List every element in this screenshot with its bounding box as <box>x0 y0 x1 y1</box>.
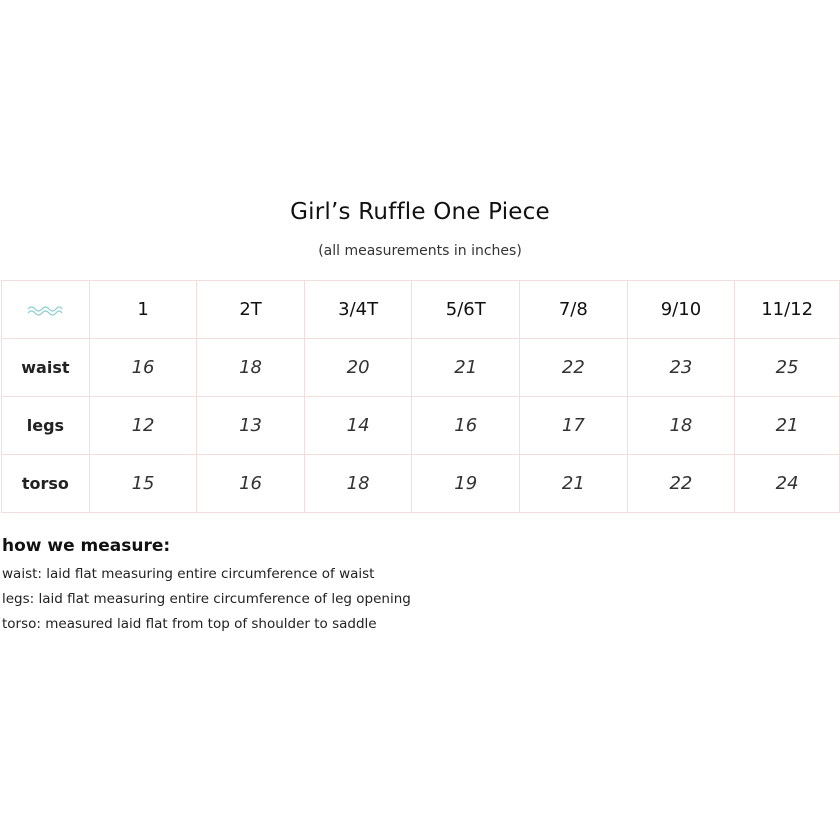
size-header: 9/10 <box>627 281 735 339</box>
size-header: 5/6T <box>412 281 520 339</box>
table-cell: 18 <box>304 455 412 513</box>
table-cell: 24 <box>735 455 840 513</box>
table-cell: 20 <box>304 339 412 397</box>
table-cell: 19 <box>412 455 520 513</box>
table-cell: 22 <box>627 455 735 513</box>
size-chart-table <box>1 280 840 513</box>
page-title: Girl’s Ruffle One Piece <box>290 199 550 225</box>
how-we-measure-section <box>2 536 802 637</box>
table-cell: 16 <box>197 455 305 513</box>
table-row-legs <box>2 397 840 455</box>
table-cell: 23 <box>627 339 735 397</box>
table-cell: 18 <box>627 397 735 455</box>
size-header-row <box>2 281 840 339</box>
how-we-measure-heading: how we measure: <box>2 536 171 556</box>
table-cell: 15 <box>89 455 197 513</box>
size-header: 2T <box>197 281 305 339</box>
table-cell: 12 <box>89 397 197 455</box>
size-header: 1 <box>89 281 197 339</box>
measure-note-waist: waist: laid flat measuring entire circumference of waist <box>2 566 375 582</box>
table-cell: 21 <box>735 397 840 455</box>
table-row-torso <box>2 455 840 513</box>
table-cell: 17 <box>520 397 628 455</box>
row-label: legs <box>2 397 90 455</box>
table-cell: 21 <box>412 339 520 397</box>
table-cell: 16 <box>89 339 197 397</box>
table-cell: 14 <box>304 397 412 455</box>
measure-note-legs: legs: laid flat measuring entire circumference of leg opening <box>2 591 411 607</box>
page-subtitle: (all measurements in inches) <box>318 243 522 259</box>
row-label: torso <box>2 455 90 513</box>
table-cell: 16 <box>412 397 520 455</box>
size-header: 3/4T <box>304 281 412 339</box>
table-cell: 21 <box>520 455 628 513</box>
row-label: waist <box>2 339 90 397</box>
table-cell: 22 <box>520 339 628 397</box>
size-header: 7/8 <box>520 281 628 339</box>
table-cell: 13 <box>197 397 305 455</box>
table-row-waist <box>2 339 840 397</box>
size-header: 11/12 <box>735 281 840 339</box>
table-cell: 25 <box>735 339 840 397</box>
table-cell: 18 <box>197 339 305 397</box>
wave-icon <box>2 304 89 316</box>
corner-cell <box>2 281 90 339</box>
measure-note-torso: torso: measured laid flat from top of shoulder to saddle <box>2 616 377 632</box>
